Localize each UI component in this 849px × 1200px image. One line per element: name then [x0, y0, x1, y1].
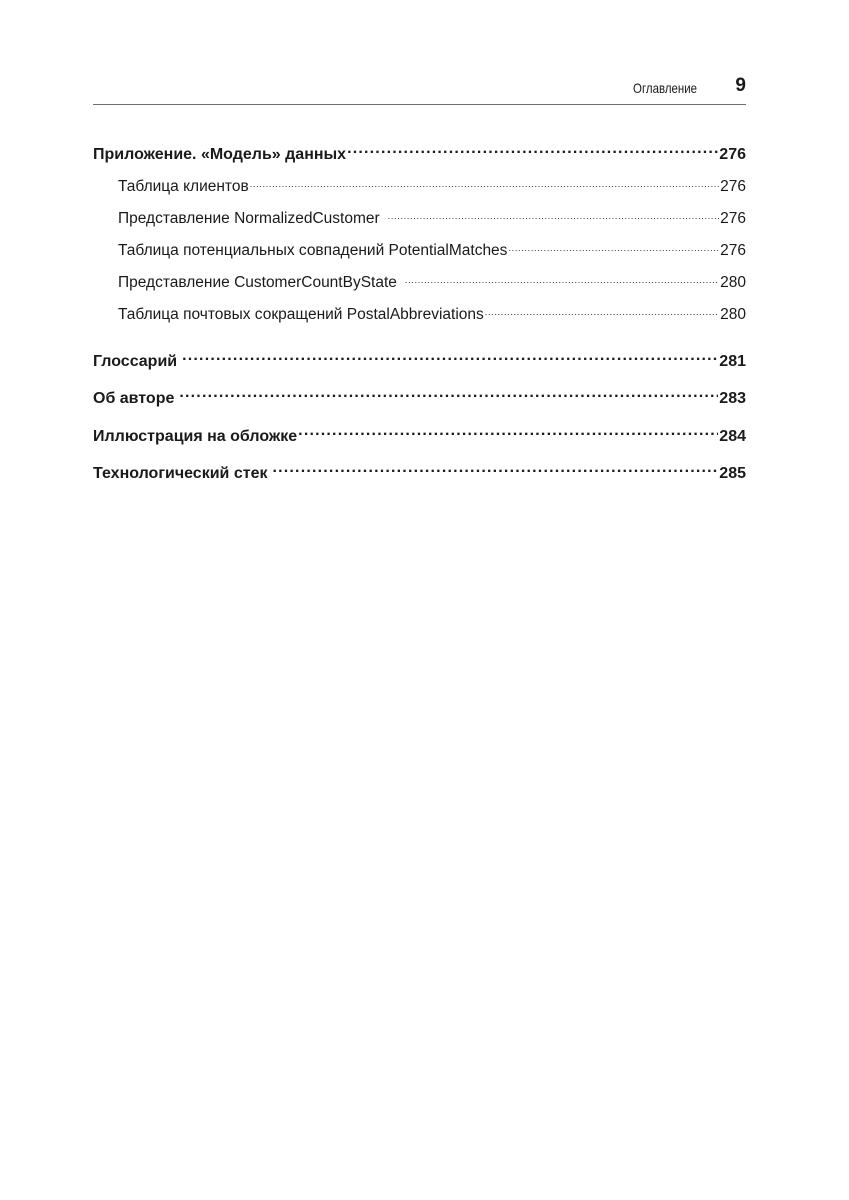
toc-entry-tech-stack[interactable] — [93, 462, 746, 483]
toc-subentry-title: Таблица потенциальных совпадений PotentialMatches — [118, 241, 508, 259]
toc-subentry-page: 280 — [720, 273, 746, 291]
dot-leader — [485, 303, 719, 319]
dot-leader — [179, 387, 718, 403]
page-number: 9 — [735, 75, 746, 96]
toc-subentry-postal-abbreviations[interactable] — [93, 303, 746, 324]
toc-entry-title: Глоссарий — [93, 353, 178, 370]
toc-subentry-potential-matches[interactable] — [93, 239, 746, 260]
toc-entry-title: Иллюстрация на обложке — [93, 428, 298, 445]
toc-entry-page: 281 — [719, 353, 746, 370]
toc-subentry-normalized-customer[interactable] — [93, 207, 746, 228]
dot-leader — [508, 239, 719, 255]
toc-entry-page: 284 — [719, 428, 746, 445]
dot-leader — [250, 175, 719, 191]
toc-entry-title: Об авторе — [93, 390, 175, 407]
running-header-title: Оглавление — [632, 80, 697, 96]
toc-subentry-title: Представление CustomerCountByState — [118, 273, 397, 291]
toc-entry-page: 276 — [719, 146, 746, 163]
toc-entry-title: Технологический стек — [93, 465, 268, 482]
toc-subentry-page: 276 — [720, 241, 746, 259]
dot-leader — [272, 462, 718, 478]
running-header — [93, 72, 746, 105]
toc-subentry-page: 280 — [720, 305, 746, 323]
toc-entry-about-author[interactable] — [93, 387, 746, 408]
dot-leader — [347, 143, 718, 159]
toc-subentry-customers-table[interactable] — [93, 175, 746, 196]
toc-entry-title: Приложение. «Модель» данных — [93, 146, 347, 163]
toc-entry-page: 283 — [719, 390, 746, 407]
toc-entry-appendix[interactable] — [93, 143, 746, 164]
toc-subentry-page: 276 — [720, 209, 746, 227]
toc-entry-glossary[interactable] — [93, 350, 746, 371]
toc-subentry-title: Представление NormalizedCustomer — [118, 209, 380, 227]
dot-leader — [405, 271, 719, 287]
dot-leader — [182, 350, 718, 366]
toc-subentry-title: Таблица клиентов — [118, 177, 249, 195]
toc-entry-cover-illustration[interactable] — [93, 425, 746, 446]
toc-subentry-customer-count-by-state[interactable] — [93, 271, 746, 292]
toc-entry-page: 285 — [719, 465, 746, 482]
toc-subentry-page: 276 — [720, 177, 746, 195]
dot-leader — [298, 425, 718, 441]
toc-subentry-title: Таблица почтовых сокращений PostalAbbreviations — [118, 305, 484, 323]
dot-leader — [388, 207, 719, 223]
